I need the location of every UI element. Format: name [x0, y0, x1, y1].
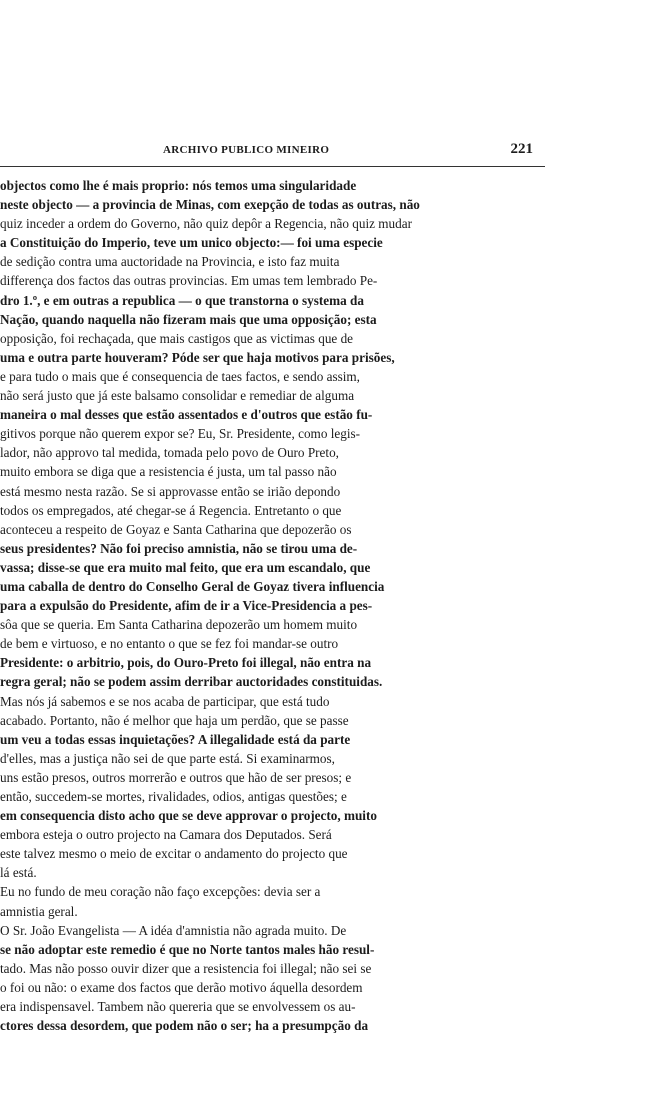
text-line: todos os empregados, até chegar-se á Regencia. Entretanto o que — [0, 502, 342, 518]
text-line: Nação, quando naquella não fizeram mais que uma opposição; esta — [0, 311, 377, 327]
body-text — [0, 176, 520, 1035]
text-line: então, succedem-se mortes, rivalidades, odios, antigas questões; e — [0, 789, 347, 804]
text-line: differença dos factos das outras provincias. Em umas tem lembrado Pe- — [0, 273, 378, 289]
text-line: maneira o mal desses que estão assentados e d'outros que estão fu- — [0, 407, 373, 423]
text-line: seus presidentes? Não foi preciso amnistia, não se tirou uma de- — [0, 540, 358, 556]
text-line: está mesmo nesta razão. Se si approvasse então se irião depondo — [0, 483, 341, 499]
text-line: uns estão presos, outros morrerão e outros que hão de ser presos; e — [0, 769, 352, 785]
text-line: aconteceu a respeito de Goyaz e Santa Catharina que depozerão os — [0, 521, 352, 537]
text-line: acabado. Portanto, não é melhor que haja um perdão, que se passe — [0, 712, 349, 728]
text-line: de bem e virtuoso, e no entanto o que se fez foi mandar-se outro — [0, 636, 339, 652]
text-line: objectos como lhe é mais proprio: nós temos uma singularidade — [0, 178, 357, 193]
running-head: ARCHIVO PUBLICO MINEIRO — [163, 144, 330, 156]
text-line: este talvez mesmo o meio de excitar o andamento do projecto que — [0, 846, 348, 862]
text-line: d'elles, mas a justiça não sei de que parte está. Si examinarmos, — [0, 750, 335, 766]
text-line: uma caballa de dentro do Conselho Geral de Goyaz tivera influencia — [0, 578, 385, 594]
text-line: Presidente: o arbitrio, pois, do Ouro-Preto foi illegal, não entra na — [0, 655, 372, 671]
text-line: de sedição contra uma auctoridade na Provincia, e isto faz muita — [0, 254, 340, 270]
text-line: se não adoptar este remedio é que no Norte tantos males hão resul- — [0, 941, 375, 957]
page-number: 221 — [510, 141, 533, 157]
text-line: o foi ou não: o exame dos factos que derão motivo áquella desordem — [0, 979, 363, 995]
page-header — [0, 140, 545, 167]
text-line: Mas nós já sabemos e se nos acaba de participar, que está tudo — [0, 693, 330, 709]
text-line: lador, não approvo tal medida, tomada pelo povo de Ouro Preto, — [0, 445, 339, 461]
text-line: sôa que se queria. Em Santa Catharina depozerão um homem muito — [0, 617, 358, 633]
text-line: neste objecto — a provincia de Minas, com exepção de todas as outras, não — [0, 197, 420, 213]
text-line: regra geral; não se podem assim derribar auctoridades constituidas. — [0, 674, 383, 690]
text-line: para a expulsão do Presidente, afim de ir a Vice-Presidencia a pes- — [0, 598, 373, 614]
text-line: ctores dessa desordem, que podem não o ser; ha a presumpção da — [0, 1018, 369, 1034]
text-line: tado. Mas não posso ouvir dizer que a resistencia foi illegal; não sei se — [0, 960, 372, 976]
text-line: dro 1.º, e em outras a republica — o que transtorna o systema da — [0, 292, 364, 308]
text-line: gitivos porque não querem expor se? Eu, Sr. Presidente, como legis- — [0, 426, 361, 442]
text-line: O Sr. João Evangelista — A idéa d'amnistia não agrada muito. De — [0, 922, 347, 938]
text-line: quiz inceder a ordem do Governo, não quiz depôr a Regencia, não quiz mudar — [0, 216, 412, 232]
text-line: não será justo que já este balsamo consolidar e remediar de alguma — [0, 388, 355, 404]
text-line: era indispensavel. Tambem não quereria que se envolvessem os au- — [0, 999, 356, 1015]
text-line: lá está. — [0, 865, 37, 881]
text-line: em consequencia disto acho que se deve approvar o projecto, muito — [0, 808, 377, 824]
text-line: Eu no fundo de meu coração não faço excepções: devia ser a — [0, 884, 321, 900]
text-line: muito embora se diga que a resistencia é justa, um tal passo não — [0, 464, 337, 480]
text-line: e para tudo o mais que é consequencia de taes factos, e sendo assim, — [0, 368, 360, 384]
text-line: vassa; disse-se que era muito mal feito, que era um escandalo, que — [0, 559, 371, 575]
text-line: a Constituição do Imperio, teve um unico objecto:— foi uma especie — [0, 235, 383, 251]
text-line: amnistia geral. — [0, 903, 78, 919]
text-line: embora esteja o outro projecto na Camara dos Deputados. Será — [0, 827, 332, 843]
text-line: um veu a todas essas inquietações? A illegalidade está da parte — [0, 731, 351, 747]
text-line: uma e outra parte houveram? Póde ser que haja motivos para prisões, — [0, 349, 395, 365]
text-line: opposição, foi rechaçada, que mais castigos que as victimas que de — [0, 330, 354, 346]
